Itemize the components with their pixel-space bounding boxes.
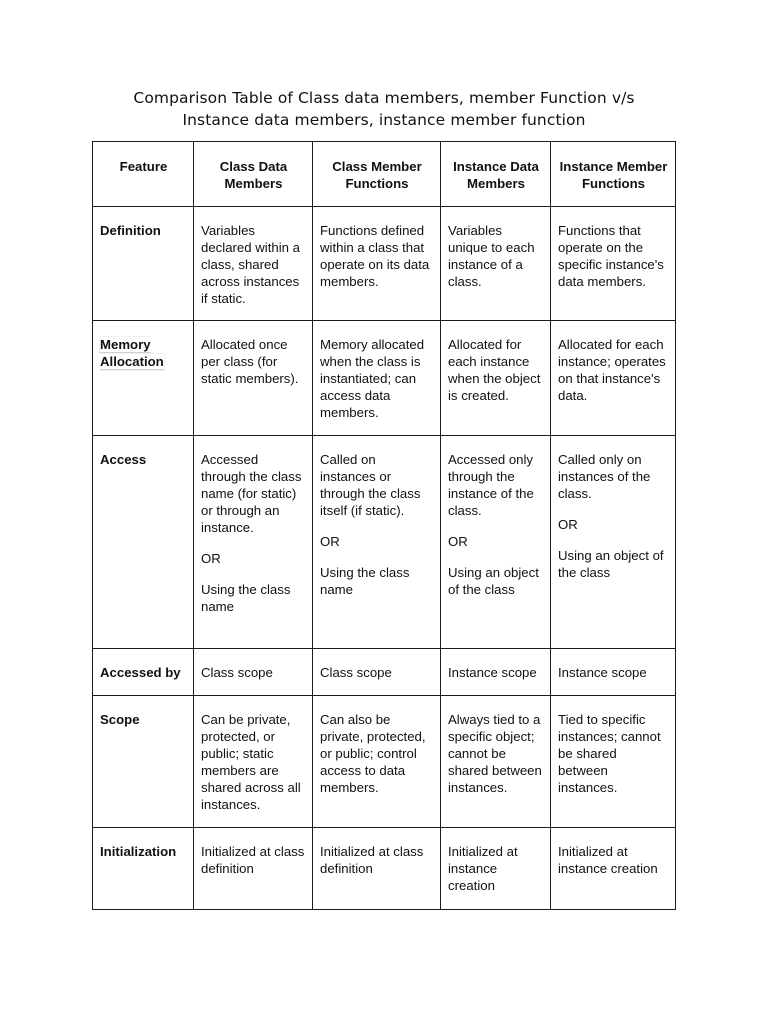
title-line-2: Instance data members, instance member function: [182, 111, 586, 129]
table-row: [93, 649, 676, 696]
table-cell: Functions that operate on the specific instance's data members.: [551, 207, 676, 321]
table-row: [93, 696, 676, 828]
comparison-table: [92, 141, 676, 910]
table-header-row: [93, 142, 676, 207]
table-cell: Functions defined within a class that operate on its data members.: [313, 207, 441, 321]
table-row: [93, 436, 676, 649]
table-cell: Variables declared within a class, shared across instances if static.: [194, 207, 313, 321]
feature-cell: Memory Allocation: [93, 321, 194, 436]
header-feature: Feature: [93, 142, 194, 207]
table-cell: Instance scope: [551, 649, 676, 696]
table-cell: Accessed only through the instance of the class. OR Using an object of the class: [441, 436, 551, 649]
table-cell: Can also be private, protected, or public; control access to data members.: [313, 696, 441, 828]
table-cell: Called only on instances of the class. OR Using an object of the class: [551, 436, 676, 649]
feature-cell: Initialization: [93, 828, 194, 910]
table-row: [93, 321, 676, 436]
table-row: [93, 828, 676, 910]
header-instance-member-functions: Instance Member Functions: [551, 142, 676, 207]
title-line-1: Comparison Table of Class data members, member Function v/s: [133, 89, 635, 107]
feature-cell: Access: [93, 436, 194, 649]
table-cell: Class scope: [194, 649, 313, 696]
document-title: [0, 87, 768, 131]
feature-cell: Accessed by: [93, 649, 194, 696]
table-cell: Accessed through the class name (for static) or through an instance. OR Using the class name: [194, 436, 313, 649]
table-row: [93, 207, 676, 321]
table-cell: Initialized at instance creation: [551, 828, 676, 910]
table-cell: Always tied to a specific object; cannot be shared between instances.: [441, 696, 551, 828]
table-cell: Called on instances or through the class itself (if static). OR Using the class name: [313, 436, 441, 649]
header-class-data-members: Class Data Members: [194, 142, 313, 207]
table-cell: Can be private, protected, or public; static members are shared across all instances.: [194, 696, 313, 828]
table-cell: Tied to specific instances; cannot be shared between instances.: [551, 696, 676, 828]
header-instance-data-members: Instance Data Members: [441, 142, 551, 207]
table-cell: Initialized at class definition: [313, 828, 441, 910]
table-cell: Allocated for each instance when the object is created.: [441, 321, 551, 436]
table-cell: Allocated for each instance; operates on that instance's data.: [551, 321, 676, 436]
feature-cell: Definition: [93, 207, 194, 321]
table-cell: Variables unique to each instance of a class.: [441, 207, 551, 321]
table-cell: Initialized at instance creation: [441, 828, 551, 910]
table-cell: Instance scope: [441, 649, 551, 696]
table-cell: Initialized at class definition: [194, 828, 313, 910]
table-cell: Allocated once per class (for static members).: [194, 321, 313, 436]
table-cell: Class scope: [313, 649, 441, 696]
header-class-member-functions: Class Member Functions: [313, 142, 441, 207]
feature-cell: Scope: [93, 696, 194, 828]
table-cell: Memory allocated when the class is instantiated; can access data members.: [313, 321, 441, 436]
